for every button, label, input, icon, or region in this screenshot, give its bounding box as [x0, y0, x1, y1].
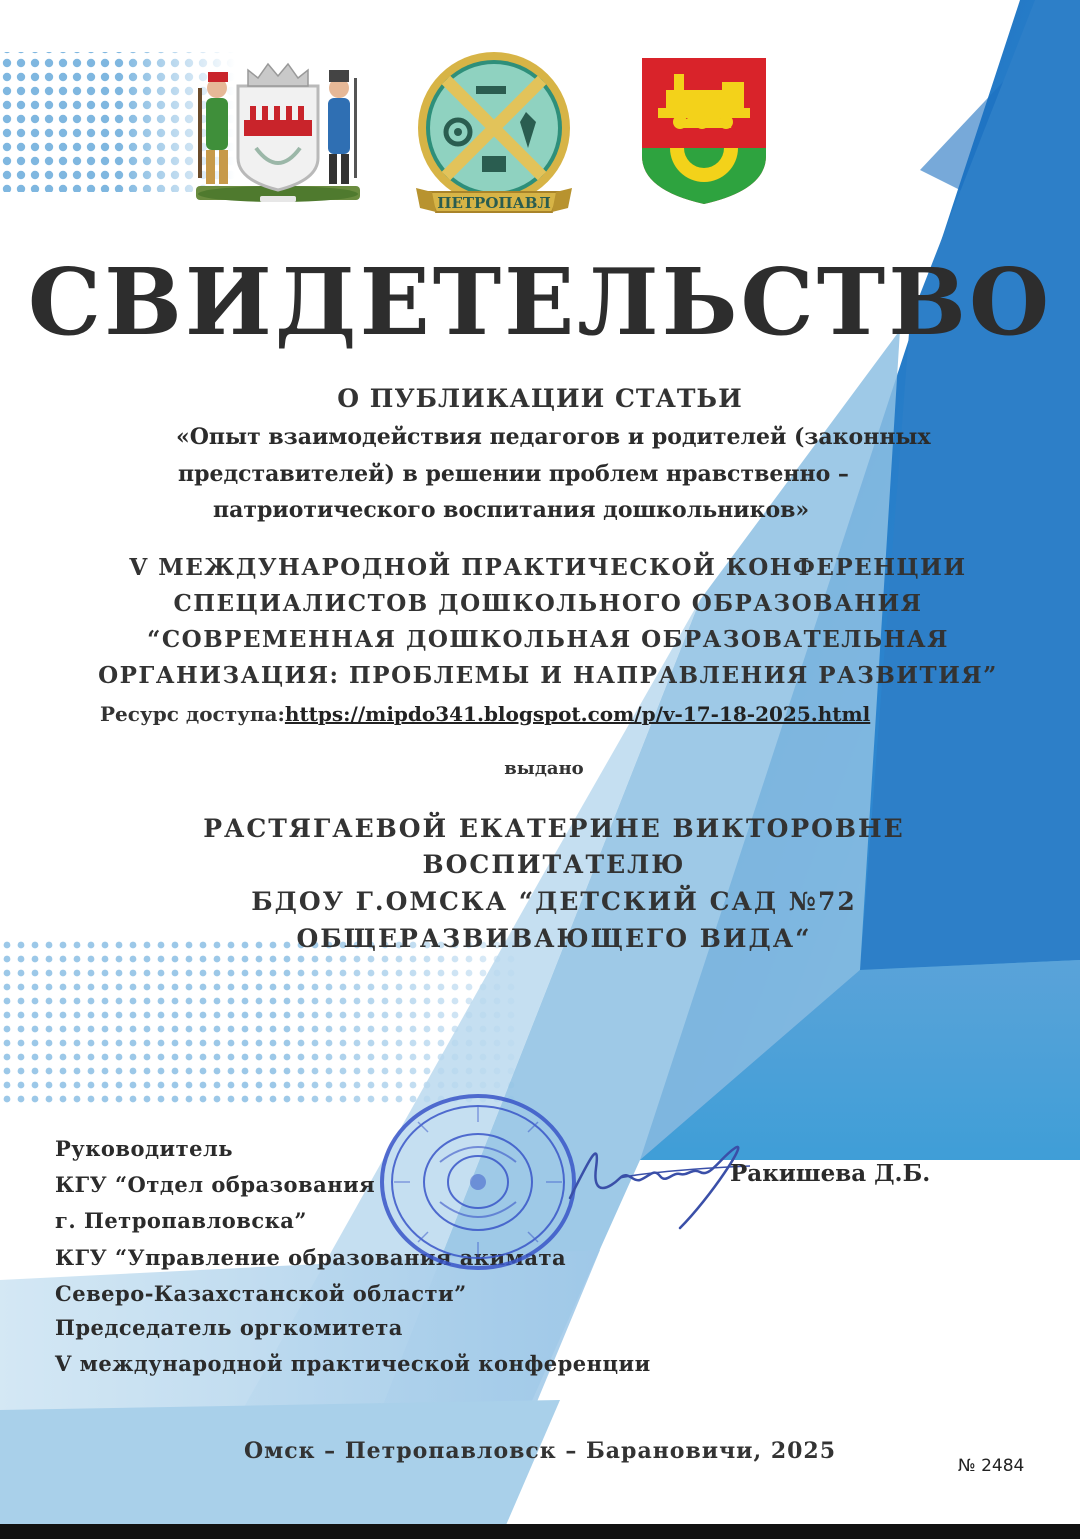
signature-line-7: V международной практической конференции	[55, 1351, 651, 1376]
footer-cities: Омск – Петропавловск – Барановичи, 2025	[243, 1438, 837, 1464]
recipient-organization-line-2: ОБЩЕРАЗВИВАЮЩЕГО ВИДА“	[296, 924, 812, 953]
article-title-line-3: патриотического воспитания дошкольников»	[213, 497, 810, 523]
bottom-bar	[0, 1524, 1080, 1539]
petropavl-seal-icon	[412, 52, 576, 220]
signature-line-1: Руководитель	[55, 1136, 234, 1161]
signature-line-6: Председатель оргкомитета	[55, 1315, 403, 1340]
baranovichi-coat-of-arms-icon	[640, 56, 768, 206]
resource-link[interactable]: https://mipdo341.blogspot.com/p/v-17-18-2025.html	[284, 702, 871, 726]
conference-line-1: V МЕЖДУНАРОДНОЙ ПРАКТИЧЕСКОЙ КОНФЕРЕНЦИИ	[129, 554, 967, 581]
omsk-coat-of-arms-icon	[186, 58, 370, 208]
signer-name: Ракишева Д.Б.	[730, 1160, 931, 1187]
seal-banner-text: ПЕТРОПАВЛ	[437, 194, 551, 212]
article-title-line-1: «Опыт взаимодействия педагогов и родителей (законных	[176, 424, 931, 450]
recipient-organization-line-1: БДОУ Г.ОМСКА “ДЕТСКИЙ САД №72	[251, 887, 857, 916]
certificate-number: № 2484	[958, 1456, 1025, 1476]
recipient-position: ВОСПИТАТЕЛЮ	[422, 850, 686, 879]
signature-line-3: г. Петропавловска”	[55, 1208, 307, 1233]
signature-line-4: КГУ “Управление образования акимата	[55, 1245, 567, 1270]
recipient-name: РАСТЯГАЕВОЙ ЕКАТЕРИНЕ ВИКТОРОВНЕ	[203, 814, 905, 843]
certificate-title: СВИДЕТЕЛЬСТВО	[27, 248, 1053, 356]
conference-line-4: ОРГАНИЗАЦИЯ: ПРОБЛЕМЫ И НАПРАВЛЕНИЯ РАЗВИТИЯ”	[98, 662, 998, 689]
signature-line-2: КГУ “Отдел образования	[55, 1172, 376, 1197]
conference-line-3: “СОВРЕМЕННАЯ ДОШКОЛЬНАЯ ОБРАЗОВАТЕЛЬНАЯ	[147, 626, 949, 653]
certificate-subtitle: О ПУБЛИКАЦИИ СТАТЬИ	[337, 384, 743, 413]
article-title-line-2: представителей) в решении проблем нравственно –	[178, 461, 849, 487]
signature-line-5: Северо-Казахстанской области”	[55, 1281, 467, 1306]
conference-line-2: СПЕЦИАЛИСТОВ ДОШКОЛЬНОГО ОБРАЗОВАНИЯ	[173, 590, 923, 617]
resource-line	[100, 702, 870, 726]
resource-label: Ресурс доступа:	[100, 702, 285, 726]
official-stamp-icon	[378, 1092, 578, 1272]
issued-label: выдано	[504, 758, 584, 779]
